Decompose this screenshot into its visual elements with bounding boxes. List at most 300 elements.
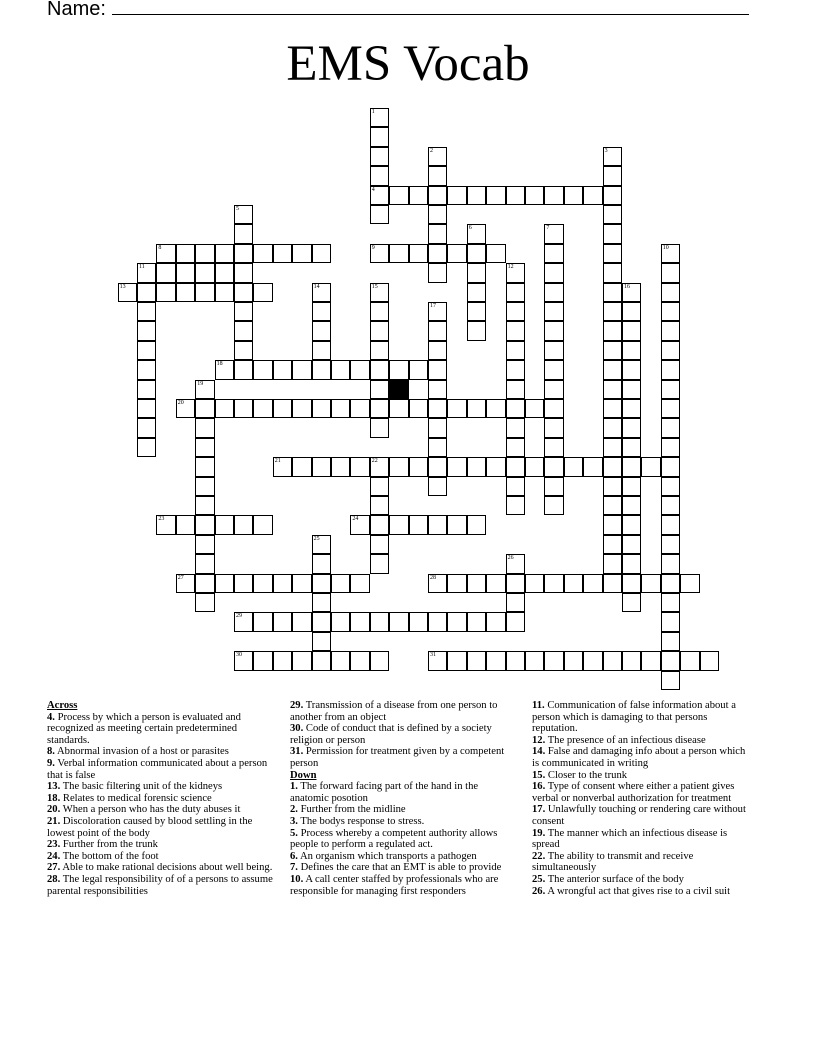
grid-cell[interactable] (370, 205, 389, 224)
grid-cell[interactable] (447, 651, 466, 670)
grid-cell[interactable] (195, 496, 214, 515)
grid-cell[interactable] (312, 457, 331, 476)
grid-cell[interactable] (544, 186, 563, 205)
grid-cell[interactable] (428, 321, 447, 340)
grid-cell[interactable] (603, 205, 622, 224)
grid-cell[interactable] (467, 515, 486, 534)
grid-cell[interactable] (370, 186, 389, 205)
grid-cell[interactable] (409, 612, 428, 631)
grid-cell[interactable] (292, 360, 311, 379)
grid-cell[interactable] (661, 360, 680, 379)
grid-cell[interactable] (544, 477, 563, 496)
grid-cell[interactable] (312, 632, 331, 651)
grid-cell[interactable] (195, 399, 214, 418)
grid-cell[interactable] (564, 574, 583, 593)
grid-cell[interactable] (506, 418, 525, 437)
grid-cell[interactable] (622, 399, 641, 418)
grid-cell[interactable] (195, 574, 214, 593)
grid-cell[interactable] (428, 399, 447, 418)
grid-cell[interactable] (622, 341, 641, 360)
grid-cell[interactable] (544, 418, 563, 437)
grid-cell[interactable] (118, 283, 137, 302)
grid-cell[interactable] (350, 360, 369, 379)
grid-cell[interactable] (661, 515, 680, 534)
grid-cell[interactable] (312, 302, 331, 321)
grid-cell[interactable] (467, 263, 486, 282)
grid-cell[interactable] (622, 554, 641, 573)
grid-cell[interactable] (447, 186, 466, 205)
grid-cell[interactable] (583, 651, 602, 670)
grid-cell[interactable] (428, 302, 447, 321)
grid-cell[interactable] (486, 612, 505, 631)
grid-cell[interactable] (428, 457, 447, 476)
grid-cell[interactable] (292, 574, 311, 593)
grid-cell[interactable] (486, 457, 505, 476)
grid-cell[interactable] (234, 612, 253, 631)
grid-cell[interactable] (370, 612, 389, 631)
grid-cell[interactable] (506, 263, 525, 282)
grid-cell[interactable] (603, 283, 622, 302)
grid-cell[interactable] (544, 399, 563, 418)
grid-cell[interactable] (661, 477, 680, 496)
grid-cell[interactable] (544, 224, 563, 243)
grid-cell[interactable] (428, 380, 447, 399)
grid-cell[interactable] (622, 593, 641, 612)
grid-cell[interactable] (525, 574, 544, 593)
grid-cell[interactable] (137, 283, 156, 302)
grid-cell[interactable] (428, 574, 447, 593)
grid-cell[interactable] (234, 224, 253, 243)
grid-cell[interactable] (312, 244, 331, 263)
grid-cell[interactable] (137, 380, 156, 399)
grid-cell[interactable] (370, 283, 389, 302)
grid-cell[interactable] (661, 399, 680, 418)
grid-cell[interactable] (525, 186, 544, 205)
grid-cell[interactable] (641, 457, 660, 476)
grid-cell[interactable] (409, 457, 428, 476)
grid-cell[interactable] (234, 321, 253, 340)
grid-cell[interactable] (661, 554, 680, 573)
grid-cell[interactable] (525, 399, 544, 418)
grid-cell[interactable] (176, 574, 195, 593)
grid-cell[interactable] (603, 515, 622, 534)
grid-cell[interactable] (331, 574, 350, 593)
grid-cell[interactable] (506, 399, 525, 418)
grid-cell[interactable] (234, 244, 253, 263)
grid-cell[interactable] (467, 399, 486, 418)
grid-cell[interactable] (544, 321, 563, 340)
grid-cell[interactable] (661, 593, 680, 612)
grid-cell[interactable] (370, 360, 389, 379)
grid-cell[interactable] (506, 593, 525, 612)
grid-cell[interactable] (137, 302, 156, 321)
grid-cell[interactable] (603, 186, 622, 205)
grid-cell[interactable] (409, 515, 428, 534)
grid-cell[interactable] (467, 612, 486, 631)
grid-cell[interactable] (603, 166, 622, 185)
grid-cell[interactable] (370, 554, 389, 573)
grid-cell[interactable] (428, 438, 447, 457)
grid-cell[interactable] (603, 574, 622, 593)
grid-cell[interactable] (195, 593, 214, 612)
grid-cell[interactable] (467, 457, 486, 476)
grid-cell[interactable] (467, 321, 486, 340)
grid-cell[interactable] (428, 263, 447, 282)
grid-cell[interactable] (661, 457, 680, 476)
grid-cell[interactable] (253, 515, 272, 534)
grid-cell[interactable] (700, 651, 719, 670)
grid-cell[interactable] (506, 651, 525, 670)
grid-cell[interactable] (447, 457, 466, 476)
grid-cell[interactable] (195, 515, 214, 534)
grid-cell[interactable] (137, 341, 156, 360)
grid-cell[interactable] (467, 186, 486, 205)
grid-cell[interactable] (661, 418, 680, 437)
grid-cell[interactable] (603, 360, 622, 379)
grid-cell[interactable] (603, 496, 622, 515)
grid-cell[interactable] (370, 457, 389, 476)
grid-cell[interactable] (312, 651, 331, 670)
grid-cell[interactable] (389, 515, 408, 534)
grid-cell[interactable] (467, 244, 486, 263)
grid-cell[interactable] (176, 399, 195, 418)
grid-cell[interactable] (350, 515, 369, 534)
grid-cell[interactable] (467, 651, 486, 670)
grid-cell[interactable] (603, 147, 622, 166)
grid-cell[interactable] (603, 380, 622, 399)
grid-cell[interactable] (583, 574, 602, 593)
grid-cell[interactable] (564, 651, 583, 670)
grid-cell[interactable] (467, 574, 486, 593)
grid-cell[interactable] (661, 651, 680, 670)
grid-cell[interactable] (195, 554, 214, 573)
grid-cell[interactable] (370, 477, 389, 496)
grid-cell[interactable] (137, 418, 156, 437)
grid-cell[interactable] (544, 496, 563, 515)
grid-cell[interactable] (603, 554, 622, 573)
grid-cell[interactable] (312, 574, 331, 593)
grid-cell[interactable] (195, 380, 214, 399)
grid-cell[interactable] (603, 535, 622, 554)
grid-cell[interactable] (350, 574, 369, 593)
grid-cell[interactable] (370, 166, 389, 185)
grid-cell[interactable] (215, 360, 234, 379)
grid-cell[interactable] (195, 418, 214, 437)
grid-cell[interactable] (447, 244, 466, 263)
grid-cell[interactable] (506, 380, 525, 399)
grid-cell[interactable] (544, 651, 563, 670)
grid-cell[interactable] (506, 321, 525, 340)
grid-cell[interactable] (312, 360, 331, 379)
grid-cell[interactable] (603, 302, 622, 321)
grid-cell[interactable] (661, 612, 680, 631)
grid-cell[interactable] (195, 535, 214, 554)
grid-cell[interactable] (447, 515, 466, 534)
grid-cell[interactable] (331, 399, 350, 418)
grid-cell[interactable] (544, 263, 563, 282)
grid-cell[interactable] (486, 186, 505, 205)
grid-cell[interactable] (622, 360, 641, 379)
grid-cell[interactable] (622, 283, 641, 302)
grid-cell[interactable] (331, 651, 350, 670)
grid-cell[interactable] (486, 574, 505, 593)
grid-cell[interactable] (312, 283, 331, 302)
grid-cell[interactable] (564, 186, 583, 205)
grid-cell[interactable] (331, 457, 350, 476)
grid-cell[interactable] (661, 341, 680, 360)
grid-cell[interactable] (195, 457, 214, 476)
grid-cell[interactable] (370, 418, 389, 437)
grid-cell[interactable] (215, 283, 234, 302)
grid-cell[interactable] (156, 283, 175, 302)
grid-cell[interactable] (661, 632, 680, 651)
grid-cell[interactable] (506, 186, 525, 205)
grid-cell[interactable] (370, 127, 389, 146)
grid-cell[interactable] (292, 651, 311, 670)
grid-cell[interactable] (467, 224, 486, 243)
grid-cell[interactable] (370, 244, 389, 263)
grid-cell[interactable] (312, 612, 331, 631)
grid-cell[interactable] (603, 418, 622, 437)
grid-cell[interactable] (215, 515, 234, 534)
grid-cell[interactable] (292, 612, 311, 631)
grid-cell[interactable] (253, 283, 272, 302)
grid-cell[interactable] (680, 574, 699, 593)
grid-cell[interactable] (661, 283, 680, 302)
grid-cell[interactable] (253, 651, 272, 670)
grid-cell[interactable] (428, 244, 447, 263)
grid-cell[interactable] (544, 438, 563, 457)
grid-cell[interactable] (195, 477, 214, 496)
grid-cell[interactable] (156, 515, 175, 534)
grid-cell[interactable] (331, 612, 350, 631)
grid-cell[interactable] (389, 244, 408, 263)
grid-cell[interactable] (370, 515, 389, 534)
grid-cell[interactable] (137, 438, 156, 457)
grid-cell[interactable] (544, 360, 563, 379)
grid-cell[interactable] (661, 671, 680, 690)
grid-cell[interactable] (234, 360, 253, 379)
grid-cell[interactable] (544, 341, 563, 360)
grid-cell[interactable] (603, 263, 622, 282)
grid-cell[interactable] (292, 457, 311, 476)
grid-cell[interactable] (506, 283, 525, 302)
grid-cell[interactable] (234, 263, 253, 282)
grid-cell[interactable] (428, 186, 447, 205)
grid-cell[interactable] (389, 360, 408, 379)
grid-cell[interactable] (467, 283, 486, 302)
grid-cell[interactable] (370, 341, 389, 360)
grid-cell[interactable] (661, 535, 680, 554)
grid-cell[interactable] (661, 263, 680, 282)
grid-cell[interactable] (583, 186, 602, 205)
grid-cell[interactable] (253, 360, 272, 379)
grid-cell[interactable] (350, 457, 369, 476)
grid-cell[interactable] (447, 574, 466, 593)
grid-cell[interactable] (603, 651, 622, 670)
grid-cell[interactable] (176, 244, 195, 263)
grid-cell[interactable] (273, 574, 292, 593)
grid-cell[interactable] (389, 457, 408, 476)
grid-cell[interactable] (370, 321, 389, 340)
grid-cell[interactable] (622, 477, 641, 496)
grid-cell[interactable] (370, 535, 389, 554)
grid-cell[interactable] (215, 263, 234, 282)
grid-cell[interactable] (312, 535, 331, 554)
grid-cell[interactable] (525, 457, 544, 476)
grid-cell[interactable] (467, 302, 486, 321)
grid-cell[interactable] (253, 612, 272, 631)
grid-cell[interactable] (350, 651, 369, 670)
grid-cell[interactable] (409, 186, 428, 205)
grid-cell[interactable] (622, 321, 641, 340)
grid-cell[interactable] (622, 457, 641, 476)
grid-cell[interactable] (603, 321, 622, 340)
grid-cell[interactable] (273, 399, 292, 418)
grid-cell[interactable] (234, 574, 253, 593)
grid-cell[interactable] (661, 302, 680, 321)
grid-cell[interactable] (350, 612, 369, 631)
grid-cell[interactable] (506, 360, 525, 379)
grid-cell[interactable] (273, 612, 292, 631)
grid-cell[interactable] (234, 283, 253, 302)
grid-cell[interactable] (234, 205, 253, 224)
grid-cell[interactable] (506, 554, 525, 573)
grid-cell[interactable] (603, 438, 622, 457)
grid-cell[interactable] (544, 244, 563, 263)
grid-cell[interactable] (234, 399, 253, 418)
grid-cell[interactable] (409, 360, 428, 379)
grid-cell[interactable] (506, 477, 525, 496)
grid-cell[interactable] (312, 593, 331, 612)
grid-cell[interactable] (622, 651, 641, 670)
grid-cell[interactable] (447, 612, 466, 631)
grid-cell[interactable] (253, 574, 272, 593)
grid-cell[interactable] (176, 283, 195, 302)
grid-cell[interactable] (215, 399, 234, 418)
grid-cell[interactable] (544, 283, 563, 302)
grid-cell[interactable] (312, 341, 331, 360)
grid-cell[interactable] (312, 321, 331, 340)
grid-cell[interactable] (273, 360, 292, 379)
grid-cell[interactable] (428, 224, 447, 243)
grid-cell[interactable] (544, 302, 563, 321)
grid-cell[interactable] (370, 147, 389, 166)
grid-cell[interactable] (622, 496, 641, 515)
grid-cell[interactable] (544, 574, 563, 593)
grid-cell[interactable] (234, 341, 253, 360)
grid-cell[interactable] (661, 321, 680, 340)
grid-cell[interactable] (506, 341, 525, 360)
grid-cell[interactable] (603, 341, 622, 360)
grid-cell[interactable] (506, 302, 525, 321)
grid-cell[interactable] (641, 574, 660, 593)
grid-cell[interactable] (273, 651, 292, 670)
grid-cell[interactable] (389, 186, 408, 205)
grid-cell[interactable] (428, 360, 447, 379)
grid-cell[interactable] (195, 438, 214, 457)
grid-cell[interactable] (312, 399, 331, 418)
grid-cell[interactable] (428, 205, 447, 224)
grid-cell[interactable] (564, 457, 583, 476)
grid-cell[interactable] (292, 399, 311, 418)
grid-cell[interactable] (661, 496, 680, 515)
grid-cell[interactable] (370, 496, 389, 515)
grid-cell[interactable] (661, 244, 680, 263)
grid-cell[interactable] (428, 477, 447, 496)
grid-cell[interactable] (622, 438, 641, 457)
grid-cell[interactable] (544, 380, 563, 399)
grid-cell[interactable] (370, 399, 389, 418)
grid-cell[interactable] (603, 244, 622, 263)
grid-cell[interactable] (253, 244, 272, 263)
grid-cell[interactable] (603, 457, 622, 476)
grid-cell[interactable] (486, 399, 505, 418)
grid-cell[interactable] (370, 302, 389, 321)
grid-cell[interactable] (622, 418, 641, 437)
grid-cell[interactable] (622, 302, 641, 321)
grid-cell[interactable] (370, 651, 389, 670)
grid-cell[interactable] (428, 612, 447, 631)
grid-cell[interactable] (428, 418, 447, 437)
grid-cell[interactable] (506, 438, 525, 457)
grid-cell[interactable] (622, 574, 641, 593)
grid-cell[interactable] (506, 457, 525, 476)
grid-cell[interactable] (350, 399, 369, 418)
grid-cell[interactable] (428, 651, 447, 670)
grid-cell[interactable] (486, 244, 505, 263)
grid-cell[interactable] (428, 341, 447, 360)
grid-cell[interactable] (409, 399, 428, 418)
grid-cell[interactable] (525, 651, 544, 670)
grid-cell[interactable] (176, 515, 195, 534)
grid-cell[interactable] (447, 399, 466, 418)
grid-cell[interactable] (661, 574, 680, 593)
grid-cell[interactable] (622, 515, 641, 534)
grid-cell[interactable] (661, 438, 680, 457)
grid-cell[interactable] (137, 360, 156, 379)
grid-cell[interactable] (428, 147, 447, 166)
grid-cell[interactable] (195, 263, 214, 282)
grid-cell[interactable] (137, 399, 156, 418)
grid-cell[interactable] (486, 651, 505, 670)
grid-cell[interactable] (234, 515, 253, 534)
grid-cell[interactable] (292, 244, 311, 263)
grid-cell[interactable] (215, 244, 234, 263)
grid-cell[interactable] (680, 651, 699, 670)
grid-cell[interactable] (312, 554, 331, 573)
grid-cell[interactable] (583, 457, 602, 476)
grid-cell[interactable] (389, 612, 408, 631)
grid-cell[interactable] (370, 380, 389, 399)
grid-cell[interactable] (506, 496, 525, 515)
grid-cell[interactable] (409, 244, 428, 263)
grid-cell[interactable] (234, 302, 253, 321)
grid-cell[interactable] (661, 380, 680, 399)
grid-cell[interactable] (544, 457, 563, 476)
grid-cell[interactable] (506, 574, 525, 593)
grid-cell[interactable] (195, 283, 214, 302)
grid-cell[interactable] (331, 360, 350, 379)
grid-cell[interactable] (622, 535, 641, 554)
grid-cell[interactable] (195, 244, 214, 263)
grid-cell[interactable] (603, 224, 622, 243)
grid-cell[interactable] (137, 321, 156, 340)
grid-cell[interactable] (215, 574, 234, 593)
grid-cell[interactable] (641, 651, 660, 670)
grid-cell[interactable] (428, 166, 447, 185)
grid-cell[interactable] (622, 380, 641, 399)
